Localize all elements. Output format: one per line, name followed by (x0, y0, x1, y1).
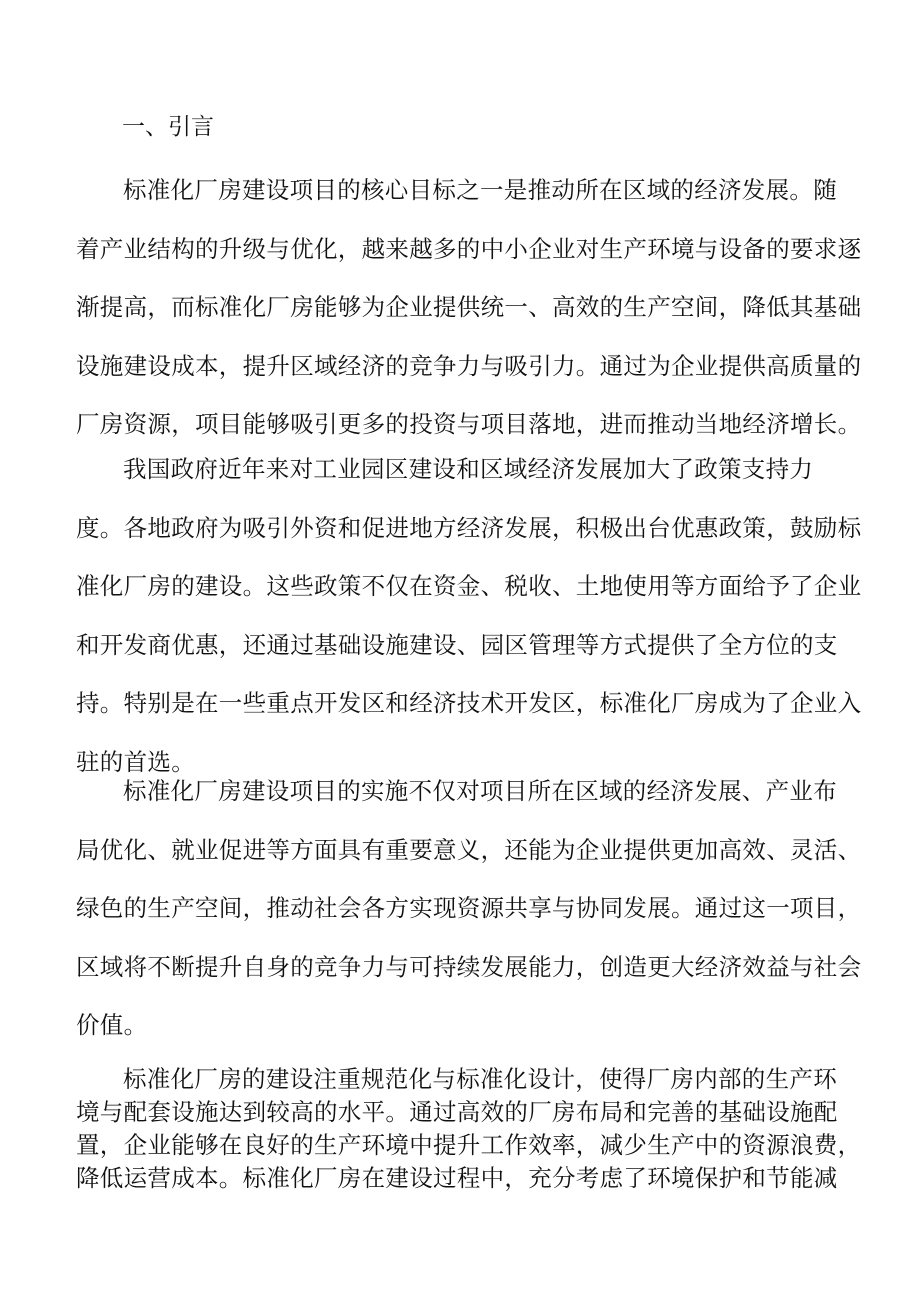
paragraph-line: 设施建设成本，提升区域经济的竞争力与吸引力。通过为企业提供高质量的 (76, 351, 862, 380)
paragraph-line: 绿色的生产空间，推动社会各方实现资源共享与协同发展。通过这一项目， (76, 894, 862, 922)
paragraph-line: 持。特别是在一些重点开发区和经济技术开发区，标准化厂房成为了企业入 (76, 689, 862, 717)
paragraph-line: 和开发商优惠，还通过基础设施建设、园区管理等方式提供了全方位的支 (76, 630, 838, 659)
paragraph-line: 我国政府近年来对工业园区建设和区域经济发展加大了政策支持力 (123, 455, 814, 483)
paragraph-line: 标准化厂房建设项目的实施不仅对项目所在区域的经济发展、产业布 (123, 777, 837, 805)
paragraph-line: 着产业结构的升级与优化，越来越多的中小企业对生产环境与设备的要求逐 (76, 234, 862, 263)
paragraph-4 (76, 1063, 862, 1195)
paragraph-line: 渐提高，而标准化厂房能够为企业提供统一、高效的生产空间，降低其基础 (76, 293, 862, 321)
paragraph-line: 标准化厂房的建设注重规范化与标准化设计，使得厂房内部的生产环 (123, 1065, 837, 1093)
paragraph-line: 价值。 (76, 1011, 148, 1039)
paragraph-line: 厂房资源，项目能够吸引更多的投资与项目落地，进而推动当地经济增长。 (76, 410, 862, 438)
paragraph-2 (76, 447, 862, 798)
paragraph-3 (76, 769, 862, 1062)
paragraph-line: 标准化厂房建设项目的核心目标之一是推动所在区域的经济发展。随 (123, 176, 837, 204)
paragraph-line: 置，企业能够在良好的生产环境中提升工作效率，减少生产中的资源浪费， (76, 1131, 862, 1159)
paragraph-line: 局优化、就业促进等方面具有重要意义，还能为企业提供更加高效、灵活、 (76, 835, 862, 864)
paragraph-line: 境与配套设施达到较高的水平。通过高效的厂房布局和完善的基础设施配 (76, 1098, 838, 1126)
paragraph-line: 降低运营成本。标准化厂房在建设过程中，充分考虑了环境保护和节能减 (76, 1164, 838, 1192)
paragraph-line: 区域将不断提升自身的竞争力与可持续发展能力，创造更大经济效益与社会 (76, 952, 862, 981)
paragraph-line: 度。各地政府为吸引外资和促进地方经济发展，积极出台优惠政策，鼓励标 (76, 513, 862, 542)
section-heading: 一、引言 (122, 114, 214, 140)
paragraph-1 (76, 168, 862, 461)
paragraph-line: 准化厂房的建设。这些政策不仅在资金、税收、土地使用等方面给予了企业 (76, 572, 862, 600)
paragraph-line: 驻的首选。 (76, 747, 195, 776)
